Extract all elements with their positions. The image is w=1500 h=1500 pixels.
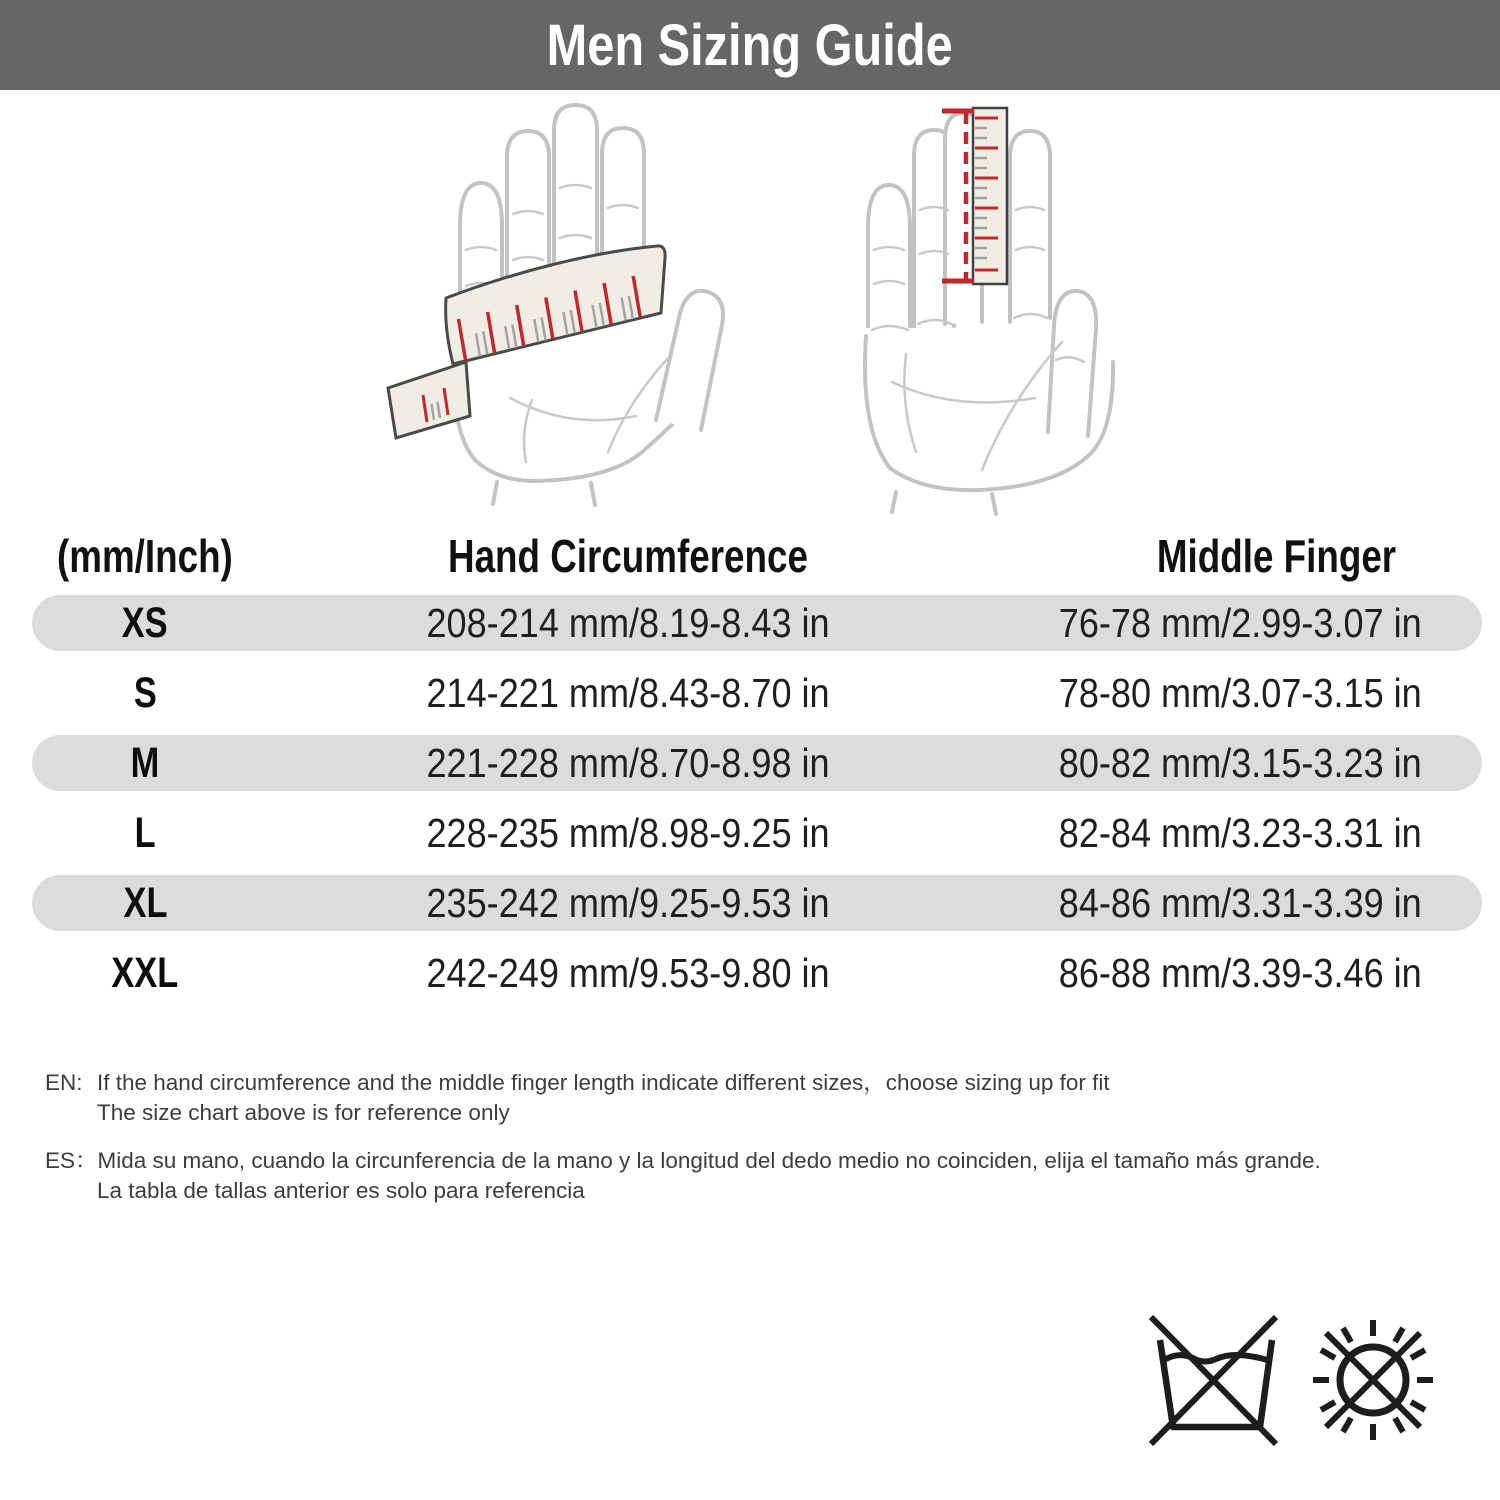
hand-circumference-illustration xyxy=(370,100,790,520)
middle-finger-value: 80-82 mm/3.15-3.23 in xyxy=(1058,739,1422,786)
table-row xyxy=(32,945,1482,1001)
hand-circumference-value: 228-235 mm/8.98-9.25 in xyxy=(426,809,830,856)
size-label: S xyxy=(133,668,157,717)
do-not-dry-in-sunlight-icon xyxy=(1313,1320,1433,1440)
table-row xyxy=(32,595,1482,651)
page-title: Men Sizing Guide xyxy=(546,12,954,78)
table-row xyxy=(32,805,1482,861)
middle-finger-value: 82-84 mm/3.23-3.31 in xyxy=(1058,809,1422,856)
middle-finger-value: 78-80 mm/3.07-3.15 in xyxy=(1058,669,1422,716)
size-label: XL xyxy=(123,878,167,927)
column-header-hand-circumference: Hand Circumference xyxy=(448,530,808,582)
note-es-line2: La tabla de tallas anterior es solo para referencia xyxy=(97,1178,585,1203)
size-label: XXL xyxy=(111,948,179,997)
hand-circumference-value: 235-242 mm/9.25-9.53 in xyxy=(426,879,830,926)
hand-circumference-value: 242-249 mm/9.53-9.80 in xyxy=(426,949,830,996)
table-row xyxy=(32,875,1482,931)
note-es-label: ES： xyxy=(45,1148,98,1173)
table-header xyxy=(32,526,1482,586)
do-not-wash-icon xyxy=(1151,1317,1276,1444)
note-en-label: EN: xyxy=(45,1070,83,1095)
ruler-icon xyxy=(973,108,1007,284)
note-english xyxy=(45,1068,1110,1128)
note-en-line1: If the hand circumference and the middle finger length indicate different sizes，choose sizing up for fit xyxy=(97,1070,1110,1095)
middle-finger-value: 84-86 mm/3.31-3.39 in xyxy=(1058,879,1422,926)
note-spanish xyxy=(45,1146,1321,1206)
middle-finger-value: 76-78 mm/2.99-3.07 in xyxy=(1058,599,1422,646)
middle-finger-value: 86-88 mm/3.39-3.46 in xyxy=(1058,949,1422,996)
size-label: L xyxy=(134,808,156,857)
size-label: XS xyxy=(122,598,168,647)
table-row xyxy=(32,665,1482,721)
hand-circumference-value: 221-228 mm/8.70-8.98 in xyxy=(426,739,830,786)
note-es-line1: Mida su mano, cuando la circunferencia de la mano y la longitud del dedo medio no coinciden, elija el tamaño más grande. xyxy=(97,1148,1321,1173)
hand-circumference-value: 214-221 mm/8.43-8.70 in xyxy=(426,669,830,716)
care-icons xyxy=(1140,1300,1460,1460)
size-label: M xyxy=(130,738,160,787)
table-row xyxy=(32,735,1482,791)
column-header-middle-finger: Middle Finger xyxy=(1156,530,1396,582)
note-en-line2: The size chart above is for reference only xyxy=(97,1100,510,1125)
title-bar xyxy=(0,0,1500,90)
middle-finger-illustration xyxy=(830,100,1250,520)
hand-circumference-value: 208-214 mm/8.19-8.43 in xyxy=(426,599,830,646)
column-header-units: (mm/Inch) xyxy=(57,530,233,582)
size-table xyxy=(32,595,1482,1015)
